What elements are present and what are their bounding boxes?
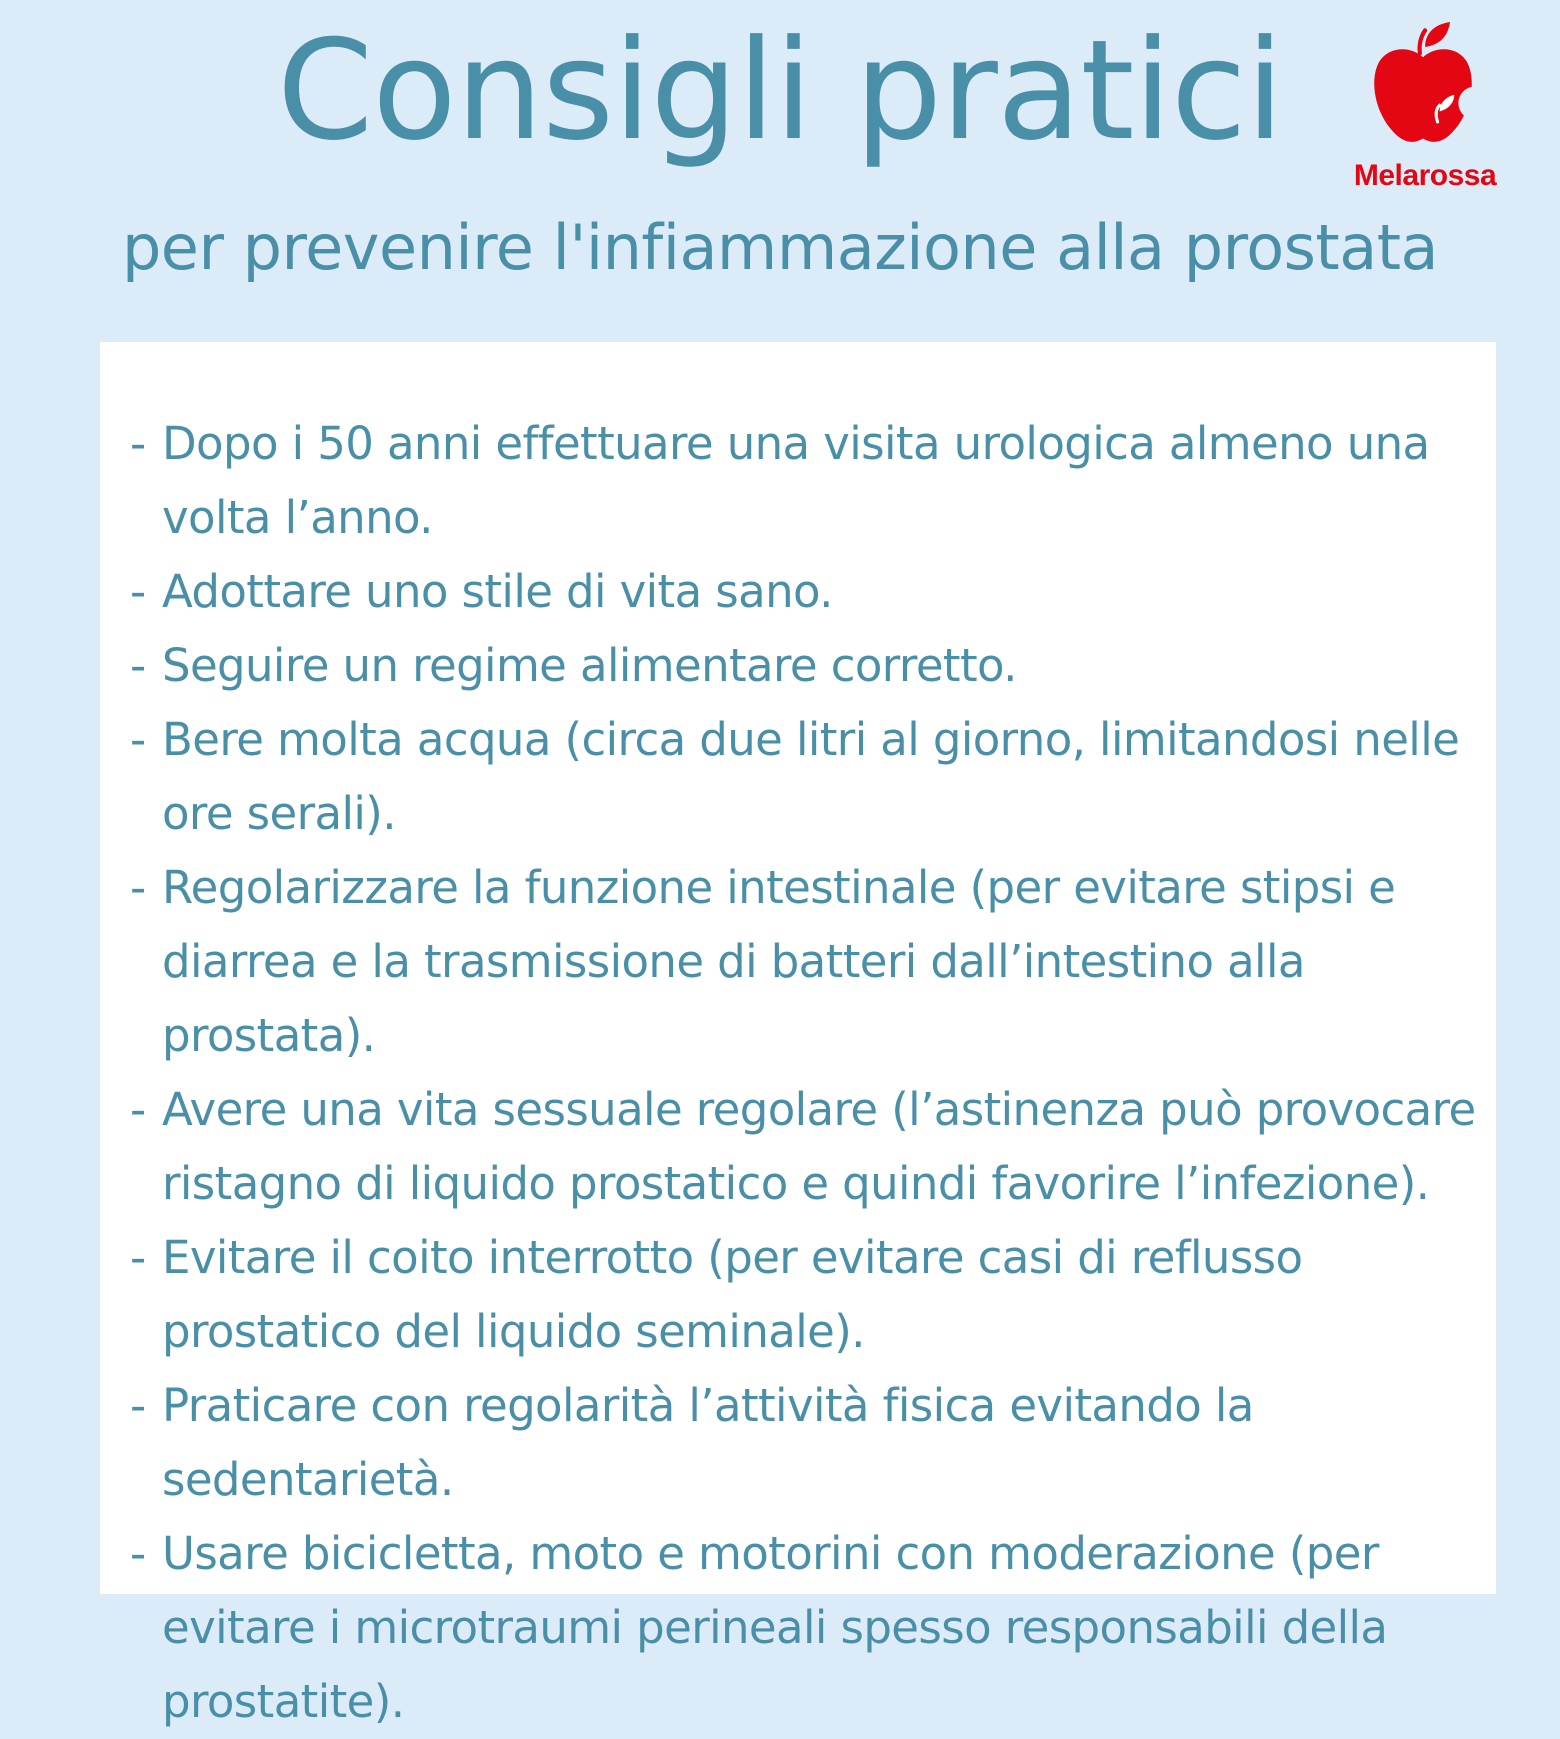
page-title: Consigli pratici — [276, 10, 1284, 171]
tip-text: Regolarizzare la funzione intestinale (per evitare stipsi e diarrea e la trasmissione di batteri dall’intestino alla prostata). — [162, 861, 1396, 1062]
tip-text: Evitare il coito interrotto (per evitare casi di reflusso prostatico del liquido seminale). — [162, 1231, 1303, 1358]
tips-card — [100, 342, 1496, 1728]
tip-text: Praticare con regolarità l’attività fisica evitando la sedentarietà. — [162, 1379, 1254, 1506]
list-item: - Usare bicicletta, moto e motorini con moderazione (per evitare i microtraumi perineali spesso responsabili della prostatite). — [130, 1527, 1388, 1728]
page-subtitle: per prevenire l'infiammazione alla prostata — [121, 211, 1439, 284]
tip-text: Avere una vita sessuale regolare (l’astinenza può provocare ristagno di liquido prostatico e quindi favorire l’infezione). — [162, 1083, 1476, 1210]
melarossa-logo — [1340, 22, 1510, 198]
tip-text: Usare bicicletta, moto e motorini con moderazione (per evitare i microtraumi perineali spesso responsabili della prostatite). — [162, 1527, 1388, 1728]
list-item: - Praticare con regolarità l’attività fisica evitando la sedentarietà. — [130, 1379, 1254, 1506]
list-item: - Avere una vita sessuale regolare (l’astinenza può provocare ristagno di liquido prostatico e quindi favorire l’infezione). — [130, 1083, 1476, 1210]
list-item: - Seguire un regime alimentare corretto. — [130, 639, 1017, 692]
tip-text: Adottare uno stile di vita sano. — [162, 565, 833, 618]
tip-text: Bere molta acqua (circa due litri al giorno, limitandosi nelle ore serali). — [162, 713, 1460, 840]
apple-icon — [1371, 22, 1475, 152]
list-item: - Dopo i 50 anni effettuare una visita urologica almeno una volta l’anno. — [130, 417, 1430, 544]
tip-text: Seguire un regime alimentare corretto. — [162, 639, 1017, 692]
logo-text: Melarossa — [1353, 159, 1497, 192]
tip-text: Dopo i 50 anni effettuare una visita urologica almeno una volta l’anno. — [162, 417, 1430, 544]
list-item: - Regolarizzare la funzione intestinale (per evitare stipsi e diarrea e la trasmissione di batteri dall’intestino alla prostata). — [130, 861, 1396, 1062]
list-item: - Adottare uno stile di vita sano. — [130, 565, 833, 618]
tips-list — [130, 407, 1480, 1739]
list-item: - Bere molta acqua (circa due litri al giorno, limitandosi nelle ore serali). — [130, 713, 1460, 840]
list-item: - Evitare il coito interrotto (per evitare casi di reflusso prostatico del liquido seminale). — [130, 1231, 1303, 1358]
